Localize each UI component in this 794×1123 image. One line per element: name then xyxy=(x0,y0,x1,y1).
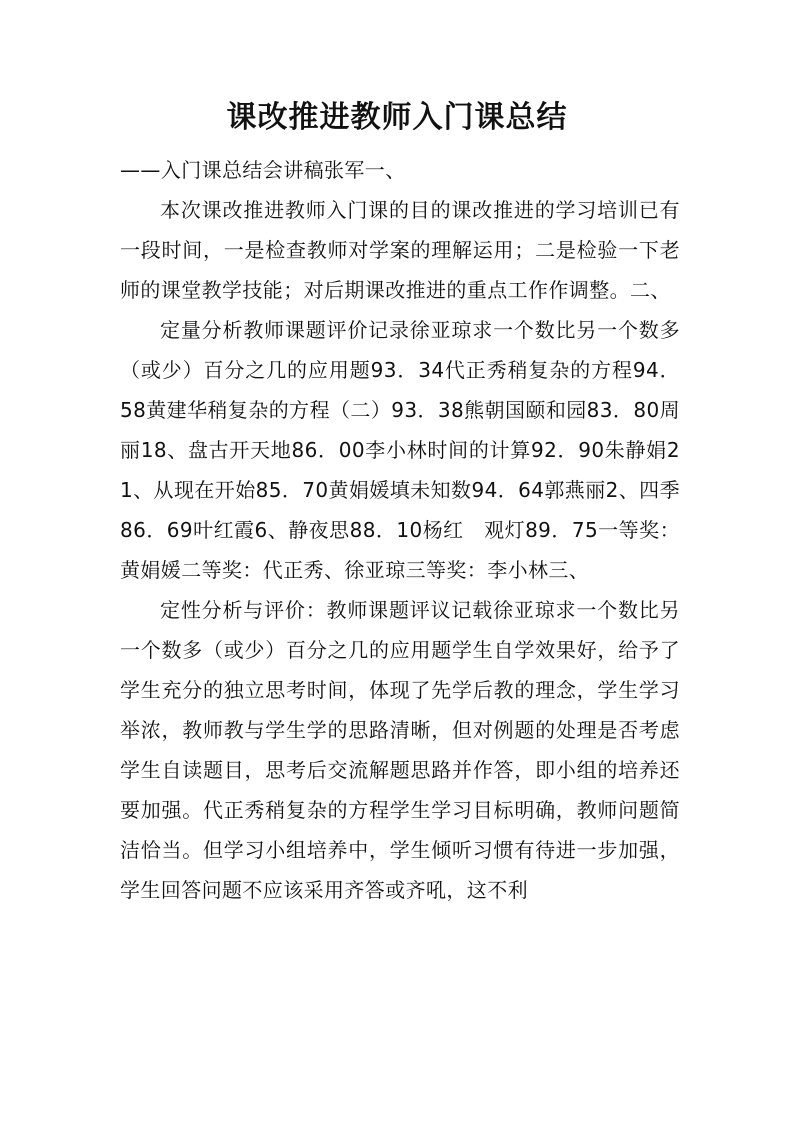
paragraph-quantitative-analysis: 定量分析教师课题评价记录徐亚琼求一个数比另一个数多（或少）百分之几的应用题93．34代正秀稍复杂的方程94．58黄建华稍复杂的方程（二）93．38熊朝国颐和园83．80周丽18、盘古开天地86．00李小林时间的计算92．90朱静娟21、从现在开始85．70黄娟媛填未知数94．64郭燕丽2、四季86．69叶红霞6、静夜思88．10杨红 观灯89．75一等奖：黄娟媛二等奖：代正秀、徐亚琼三等奖：李小林三、 xyxy=(120,318,680,582)
subtitle-line: ——入门课总结会讲稿张军一、 xyxy=(120,158,406,182)
paragraph-purpose: 本次课改推进教师入门课的目的课改推进的学习培训已有一段时间，一是检查教师对学案的理解运用；二是检验一下老师的课堂教学技能；对后期课改推进的重点工作作调整。二、 xyxy=(120,198,680,302)
document-body xyxy=(120,150,680,910)
document-title: 课改推进教师入门课总结 xyxy=(226,100,568,135)
paragraph-qualitative-analysis: 定性分析与评价：教师课题评议记载徐亚琼求一个数比另一个数多（或少）百分之几的应用题学生自学效果好，给予了学生充分的独立思考时间，体现了先学后教的理念，学生学习举浓，教师教与学生学的思路清晰，但对例题的处理是否考虑学生自读题目，思考后交流解题思路并作答，即小组的培养还要加强。代正秀稍复杂的方程学生学习目标明确，教师问题简洁恰当。但学习小组培养中，学生倾听习惯有待进一步加强，学生回答问题不应该采用齐答或齐吼，这不利 xyxy=(120,598,680,902)
